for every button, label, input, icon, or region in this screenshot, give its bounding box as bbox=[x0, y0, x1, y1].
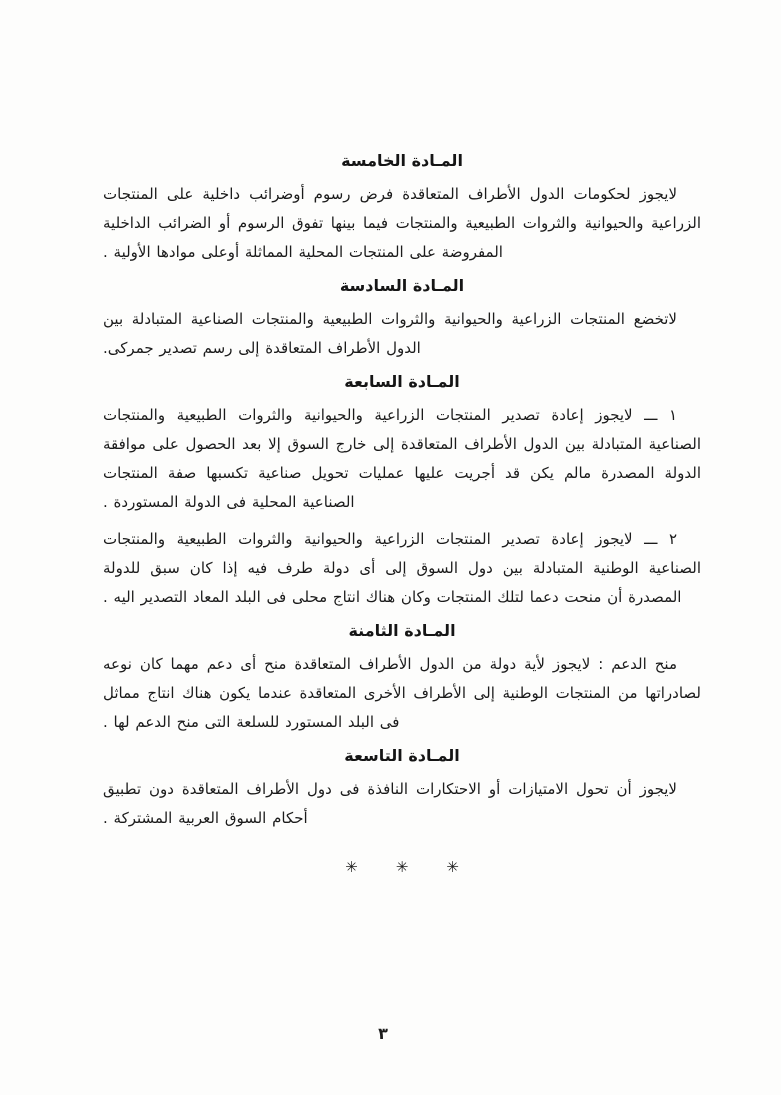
article-7-paragraph-1: ١ ـــ لايجوز إعادة تصدير المنتجات الزراعية والحيوانية والثروات الطبيعية والمنتجات الصناعية المتبادلة بين الدول الأطراف المتعاقدة إلى خارج السوق إلا بعد الحصول على موافقة الدولة المصدرة مالم يكن قد أجريت عليها عمليات تحويل صناعية تكسبها صفة المنتجات الصناعية المحلية فى الدولة المستوردة . bbox=[103, 406, 701, 511]
article-6-title: المـادة السادسة bbox=[339, 276, 465, 295]
article-5-paragraph: لايجوز لحكومات الدول الأطراف المتعاقدة فرض رسوم أوضرائب داخلية على المنتجات الزراعية والحيوانية والثروات الطبيعية والمنتجات فيما بينها تفوق الرسوم أو الضرائب الداخلية المفروضة على المنتجات المحلية المماثلة أوعلى موادها الأولية . bbox=[103, 185, 701, 261]
article-9-title: المـادة التاسعة bbox=[344, 746, 460, 765]
document-content bbox=[103, 150, 701, 875]
article-8-paragraph: منح الدعم : لايجوز لأية دولة من الدول الأطراف المتعاقدة منح أى دعم مهما كان نوعه لصادراتها من المنتجات الوطنية إلى الأطراف الأخرى المتعاقدة عندما يكون هناك انتاج مماثل فى البلد المستورد للسلعة التى منح الدعم لها . bbox=[103, 655, 701, 731]
article-6 bbox=[103, 275, 701, 363]
article-5-title: المـادة الخامسة bbox=[341, 151, 463, 170]
article-6-paragraph: لاتخضع المنتجات الزراعية والحيوانية والثروات الطبيعية والمنتجات الصناعية المتبادلة بين الدول الأطراف المتعاقدة إلى رسم تصدير جمركى. bbox=[103, 310, 677, 357]
page-number: ٣ bbox=[378, 1024, 388, 1043]
article-9-paragraph: لايجوز أن تحول الامتيازات أو الاحتكارات النافذة فى دول الأطراف المتعاقدة دون تطبيق أحكام السوق العربية المشتركة . bbox=[103, 780, 677, 827]
article-7-title: المـادة السابعة bbox=[344, 372, 460, 391]
article-8 bbox=[103, 620, 701, 737]
asterisk-separator bbox=[103, 859, 701, 875]
article-5 bbox=[103, 150, 701, 267]
article-7 bbox=[103, 371, 701, 612]
asterisk-icon: ✳ bbox=[345, 858, 358, 876]
article-7-paragraph-2: ٢ ـــ لايجوز إعادة تصدير المنتجات الزراعية والحيوانية والثروات الطبيعية والمنتجات الصناعية الوطنية المتبادلة بين دول السوق إلى أى دولة طرف فيه إذا كان سبق للدولة المصدرة أن منحت دعما لتلك المنتجات وكان هناك انتاج محلى فى البلد المعاد التصدير اليه . bbox=[103, 530, 701, 606]
article-8-title: المـادة الثامنة bbox=[348, 621, 456, 640]
asterisk-icon: ✳ bbox=[446, 858, 459, 876]
asterisk-icon: ✳ bbox=[395, 858, 409, 876]
article-9 bbox=[103, 745, 701, 833]
